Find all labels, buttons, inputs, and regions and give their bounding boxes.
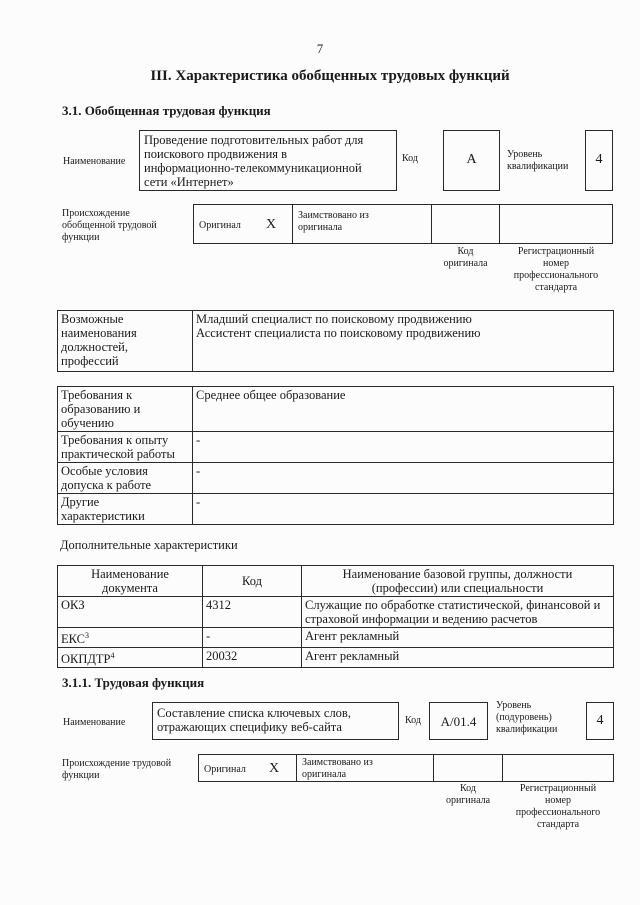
name-line: Служащие по обработке статистической, финансовой и: [305, 598, 601, 612]
header-line: Наименование: [91, 567, 169, 581]
req-label: [58, 463, 193, 494]
tf-name-box: [152, 702, 399, 740]
gtf-name-label: Наименование: [63, 156, 126, 167]
doc-cell: [58, 648, 203, 668]
tf-reg-caption: [502, 783, 614, 831]
gtf-original-cell: [193, 204, 293, 244]
gtf-level-box: [585, 130, 613, 191]
gtf-borrowed-line: Заимствовано из: [298, 210, 369, 221]
table-row: [58, 432, 614, 463]
header-line: (профессии) или специальности: [371, 581, 544, 595]
tf-reg-number-cell: [502, 754, 614, 782]
section-title: III. Характеристика обобщенных трудовых функций: [150, 68, 510, 84]
footnote-mark: 4: [110, 651, 115, 661]
tf-orig-code-cell: [433, 754, 503, 782]
gtf-origin-line: обобщенной трудовой: [62, 220, 157, 231]
tf-level-value: 4: [596, 713, 604, 728]
caption-line: оригинала: [445, 795, 491, 806]
caption-line: Регистрационный: [517, 246, 595, 257]
table-row: [58, 494, 614, 525]
page-number: 7: [316, 42, 324, 56]
label-line: Требования к: [61, 388, 133, 402]
gtf-orig-code-cell: [431, 204, 500, 244]
tf-code-label: Код: [405, 715, 421, 726]
code-cell: 4312: [203, 597, 302, 628]
label-line: должностей,: [61, 340, 128, 354]
gtf-name-line: информационно-телекоммуникационной: [144, 161, 362, 175]
gtf-origin-line: функции: [62, 232, 100, 243]
req-value: -: [193, 494, 614, 525]
positions-value: [193, 311, 614, 372]
requirements-table: [57, 386, 614, 525]
tf-heading: 3.1.1. Трудовая функция: [62, 675, 205, 690]
gtf-origin-label: [62, 208, 157, 244]
gtf-level-line: квалификации: [507, 161, 569, 172]
label-line: Особые условия: [61, 464, 148, 478]
tf-level-line: Уровень: [496, 700, 532, 711]
gtf-name-box: [139, 130, 397, 191]
tf-level-label: [496, 700, 557, 736]
code-cell: 20032: [203, 648, 302, 668]
req-value: Среднее общее образование: [193, 387, 614, 432]
name-cell: Агент рекламный: [302, 628, 614, 648]
label-line: Требования к опыту: [61, 433, 169, 447]
doc-name: ЕКС: [61, 632, 85, 647]
column-header: [58, 566, 203, 597]
caption-line: Код: [460, 783, 476, 794]
label-line: наименования: [61, 326, 137, 340]
tf-level-line: (подуровень): [496, 712, 552, 723]
gtf-reg-number-cell: [499, 204, 613, 244]
label-line: Другие: [61, 495, 100, 509]
label-line: образованию и: [61, 402, 141, 416]
tf-borrowed-cell: [296, 754, 434, 782]
gtf-name-line: сети «Интернет»: [144, 175, 234, 189]
gtf-reg-caption: [499, 246, 613, 294]
tf-original-mark: Х: [269, 761, 280, 776]
gtf-code-label: Код: [402, 153, 418, 164]
label-line: практической работы: [61, 447, 175, 461]
caption-line: номер: [545, 795, 571, 806]
column-header: [302, 566, 614, 597]
req-label: [58, 387, 193, 432]
positions-label: [58, 311, 193, 372]
gtf-name-line: Проведение подготовительных работ для: [144, 133, 364, 147]
caption-line: Код: [457, 246, 474, 257]
gtf-level-line: Уровень: [507, 149, 543, 160]
tf-origin-line: Происхождение трудовой: [62, 758, 172, 769]
table-row: [58, 628, 614, 648]
table-header-row: [58, 566, 614, 597]
tf-origin-label: [62, 758, 171, 782]
tf-name-label: Наименование: [63, 717, 126, 728]
caption-line: номер: [543, 258, 569, 269]
doc-name: ОКПДТР: [61, 652, 111, 667]
code-cell: -: [203, 628, 302, 648]
header-line: документа: [102, 581, 158, 595]
tf-borrowed-line: оригинала: [302, 769, 347, 780]
caption-line: стандарта: [536, 819, 580, 830]
tf-code-value: А/01.4: [440, 714, 477, 729]
gtf-name-line: поискового продвижения в: [144, 147, 288, 161]
doc-cell: [58, 628, 203, 648]
tf-name-line: Составление списка ключевых слов,: [157, 706, 351, 720]
column-header: Код: [203, 566, 302, 597]
tf-origin-line: функции: [62, 770, 100, 781]
label-line: характеристики: [61, 509, 145, 523]
label-line: профессий: [61, 354, 119, 368]
gtf-code-box: [443, 130, 500, 191]
caption-line: профессионального: [515, 807, 601, 818]
gtf-orig-code-caption: [431, 246, 500, 270]
additional-title: Дополнительные характеристики: [60, 538, 238, 552]
tf-original-cell: [198, 754, 297, 782]
tf-borrowed-line: Заимствовано из: [302, 757, 373, 768]
name-cell: [302, 597, 614, 628]
positions-table: [57, 310, 614, 372]
req-value: -: [193, 463, 614, 494]
value-line: Младший специалист по поисковому продвижению: [196, 312, 472, 326]
tf-orig-code-caption: [433, 783, 503, 807]
label-line: Возможные: [61, 312, 124, 326]
table-row: [58, 463, 614, 494]
header-line: Наименование базовой группы, должности: [342, 567, 573, 581]
req-label: [58, 432, 193, 463]
tf-level-box: [586, 702, 614, 740]
tf-level-line: квалификации: [496, 724, 558, 735]
req-label: [58, 494, 193, 525]
gtf-level-value: 4: [595, 152, 603, 167]
caption-line: Регистрационный: [519, 783, 597, 794]
name-line: страховой информации и ведению расчетов: [305, 612, 538, 626]
gtf-code-value: А: [466, 152, 477, 167]
gtf-level-label: [507, 149, 568, 173]
label-line: обучению: [61, 416, 114, 430]
table-row: [58, 387, 614, 432]
gtf-origin-line: Происхождение: [62, 208, 130, 219]
table-row: [58, 597, 614, 628]
req-value: -: [193, 432, 614, 463]
tf-name-line: отражающих специфику веб-сайта: [157, 720, 342, 734]
gtf-borrowed-line: оригинала: [298, 222, 343, 233]
tf-code-box: [429, 702, 488, 740]
caption-line: оригинала: [443, 258, 488, 269]
doc-cell: ОКЗ: [58, 597, 203, 628]
additional-table: [57, 565, 614, 668]
table-row: [58, 648, 614, 668]
table-row: [58, 311, 614, 372]
name-cell: Агент рекламный: [302, 648, 614, 668]
tf-original-label: Оригинал: [204, 764, 246, 775]
footnote-mark: 3: [85, 631, 89, 640]
gtf-original-label: Оригинал: [199, 220, 241, 231]
gtf-borrowed-cell: [292, 204, 432, 244]
gtf-heading: 3.1. Обобщенная трудовая функция: [62, 103, 271, 118]
gtf-original-mark: Х: [266, 217, 277, 232]
label-line: допуска к работе: [61, 478, 152, 492]
caption-line: стандарта: [534, 282, 578, 293]
caption-line: профессионального: [513, 270, 599, 281]
value-line: Ассистент специалиста по поисковому продвижению: [196, 326, 481, 340]
